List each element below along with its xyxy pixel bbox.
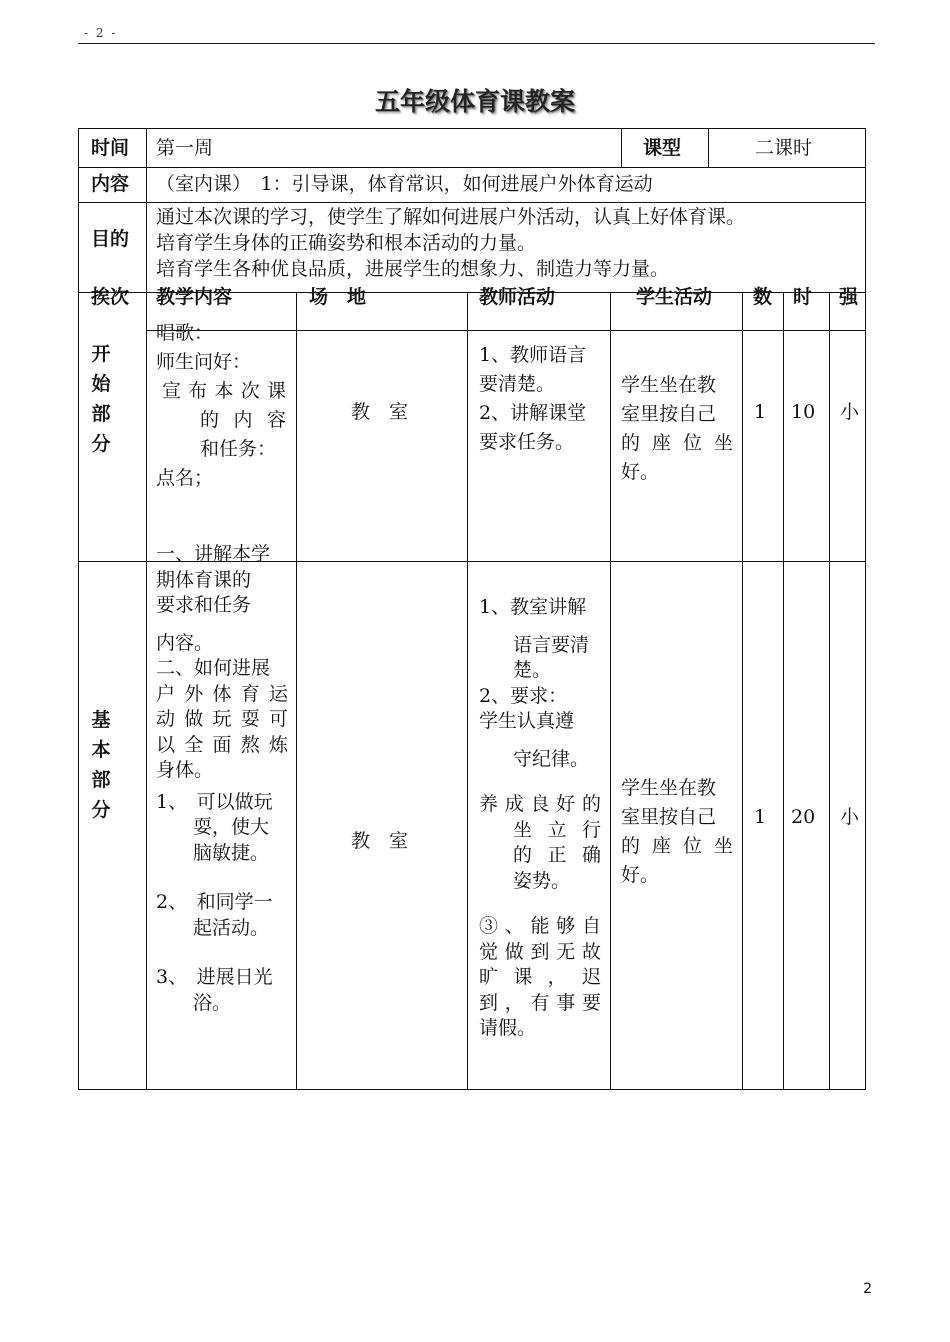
basic-content (156, 542, 288, 1016)
lesson-plan-table (78, 128, 866, 1090)
section-char: 始 (91, 373, 111, 395)
basic-teacher-activity (479, 595, 601, 1042)
student-line: 好。 (621, 864, 660, 886)
teacher-line: 守纪律。 (513, 747, 590, 770)
col-divider (621, 129, 622, 167)
goal-line: 通过本次课的学习，使学生了解如何进展户外活动，认真上好体育课。 (156, 206, 746, 228)
col-divider (708, 129, 709, 167)
col-divider (296, 292, 297, 1089)
section-char: 本 (91, 739, 111, 761)
start-count: 1 (754, 401, 767, 423)
content-line: 起活动。 (193, 916, 270, 939)
basic-count: 1 (754, 806, 767, 828)
content-line: 3、 进展日光 (156, 966, 273, 988)
teacher-line: 到，有事要 (479, 991, 601, 1014)
teacher-line: 觉做到无故 (479, 940, 601, 963)
teacher-line: 学生认真遵 (479, 710, 575, 732)
teacher-line: 1、教师语言 (479, 344, 587, 366)
content-line: 2、 和同学一 (156, 891, 273, 913)
section-char: 基 (91, 709, 111, 731)
goal-line: 培育学生各种优良品质，进展学生的想象力、制造力等力量。 (156, 258, 670, 280)
teacher-line: 2、要求： (479, 684, 568, 707)
start-student-activity (621, 371, 733, 487)
content-line: 宣布本次课 (162, 380, 286, 402)
start-teacher-activity (479, 341, 601, 457)
col-header-student: 学生活动 (636, 286, 713, 308)
page-number: 2 (863, 1281, 872, 1297)
basic-student-activity (621, 774, 733, 890)
col-divider (146, 129, 147, 1089)
goal-line: 培育学生身体的正确姿势和根本活动的力量。 (156, 232, 537, 254)
section-char: 分 (91, 799, 111, 821)
start-intensity: 小 (840, 401, 860, 423)
content-line: 唱歌： (156, 322, 214, 344)
row-divider (79, 167, 865, 168)
page-header-label: - 2 - (84, 26, 118, 40)
basic-time: 20 (791, 806, 816, 828)
basic-intensity: 小 (840, 806, 860, 828)
content-line: 动做玩耍可 (156, 708, 288, 730)
content-line: 要求和任务 (156, 594, 252, 616)
student-line: 室里按自己 (621, 403, 717, 425)
teacher-line: 养成良好的 (479, 793, 601, 815)
student-line: 学生坐在教 (621, 777, 717, 799)
section-char: 分 (91, 433, 111, 455)
teacher-line: 要求任务。 (479, 431, 575, 453)
start-venue: 教 室 (351, 401, 409, 423)
content-line: 师生问好： (156, 351, 252, 373)
content-line: 期体育课的 (156, 568, 252, 591)
content-line: 和任务： (200, 438, 277, 460)
goal-label: 目的 (91, 228, 130, 250)
col-divider (610, 292, 611, 1089)
teacher-line: 1、教室讲解 (479, 596, 587, 618)
teacher-line: 的正确 (513, 844, 601, 866)
student-line: 室里按自己 (621, 806, 717, 828)
section-name-basic (86, 705, 116, 825)
content-line: 的内容 (200, 409, 286, 431)
teacher-line: 坐立行 (513, 818, 601, 841)
col-header-teacher: 教师活动 (479, 286, 556, 308)
basic-venue: 教 室 (351, 830, 409, 852)
teacher-line: ③、能够自 (479, 915, 601, 937)
row-divider (79, 202, 865, 203)
content-line: 内容。 (156, 631, 214, 654)
col-divider (742, 292, 743, 1089)
content-line: 浴。 (193, 991, 232, 1014)
content-line: 1、 可以做玩 (156, 790, 273, 813)
lesson-type-value: 二课时 (755, 137, 813, 159)
teacher-line: 语言要清 (513, 633, 590, 656)
content-line: 户外体育运 (156, 682, 288, 705)
content-line: 二、如何进展 (156, 657, 271, 679)
col-divider (829, 292, 830, 1089)
lesson-type-label: 课型 (643, 137, 682, 159)
col-header-content: 教学内容 (156, 286, 233, 308)
col-header-order: 挨次 (91, 286, 130, 308)
goal-text (156, 204, 745, 282)
teacher-line: 姿势。 (513, 869, 571, 892)
header-rule (78, 43, 875, 44)
content-label: 内容 (91, 173, 130, 195)
teacher-line: 2、讲解课堂 (479, 402, 587, 424)
student-line: 学生坐在教 (621, 374, 717, 396)
content-line: 身体。 (156, 759, 214, 781)
section-char: 部 (91, 403, 111, 425)
section-char: 开 (91, 343, 111, 365)
document-title: 五年级体育课教案 (374, 87, 575, 116)
col-divider (783, 292, 784, 1089)
teacher-line: 楚。 (513, 659, 552, 681)
teacher-line: 要清楚。 (479, 373, 556, 395)
student-line: 的座位坐 (621, 432, 733, 454)
content-line: 以全面熬炼 (156, 733, 288, 756)
content-line: 点名； (156, 467, 214, 489)
section-char: 部 (91, 769, 111, 791)
time-value: 第一周 (156, 137, 214, 159)
content-value: （室内课） 1：引导课，体育常识，如何进展户外体育运动 (156, 173, 653, 195)
col-header-count: 数 (753, 286, 773, 308)
content-line: 脑敏捷。 (193, 841, 270, 864)
col-divider (467, 292, 468, 1089)
student-line: 的座位坐 (621, 835, 733, 857)
content-line: 耍，使大 (193, 816, 270, 838)
teacher-line: 旷课，迟 (479, 966, 601, 988)
content-line: 一、讲解本学 (156, 543, 271, 565)
teacher-line: 请假。 (479, 1017, 537, 1039)
time-label: 时间 (91, 137, 130, 159)
student-line: 好。 (621, 461, 660, 483)
start-time: 10 (791, 401, 816, 423)
start-content (156, 319, 286, 493)
section-name-start (86, 339, 116, 459)
col-header-venue: 场 地 (309, 286, 367, 308)
col-header-time: 时 (793, 286, 813, 308)
col-header-intensity: 强 (839, 286, 859, 308)
